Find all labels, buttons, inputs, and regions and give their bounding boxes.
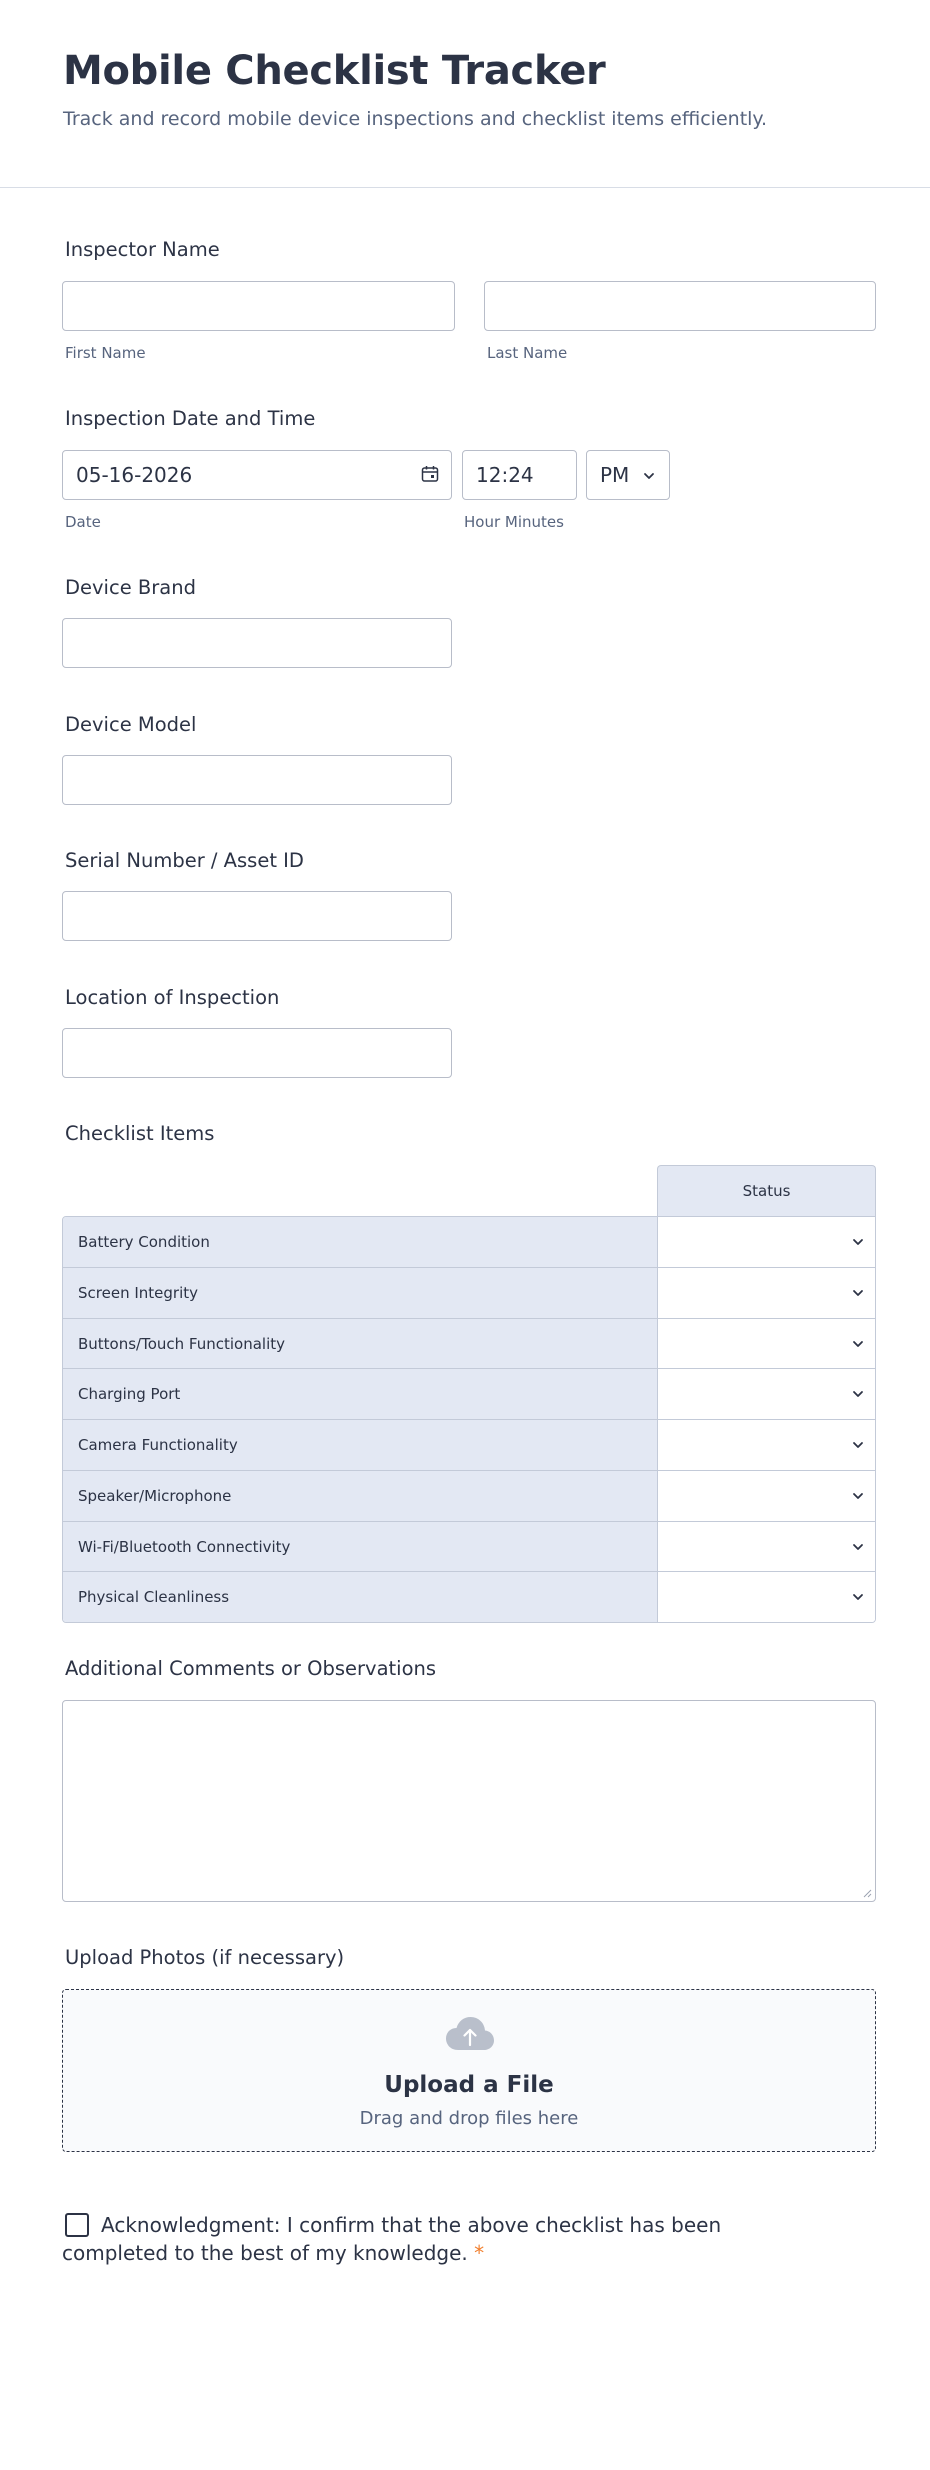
required-marker: * [474,2241,485,2265]
status-select[interactable] [658,1217,876,1267]
row-label: Battery Condition [78,1233,210,1251]
last-name-sublabel: Last Name [487,344,568,362]
chevron-down-icon [851,1235,865,1249]
chevron-down-icon [642,469,656,483]
table-row [63,1471,875,1522]
date-input[interactable] [62,450,452,500]
calendar-icon[interactable] [421,465,439,483]
device-model-label: Device Model [65,713,197,736]
row-label-cell [63,1572,658,1622]
table-row [63,1522,875,1573]
row-label-cell [63,1471,658,1521]
location-label: Location of Inspection [65,986,280,1009]
chevron-down-icon [851,1286,865,1300]
row-label: Buttons/Touch Functionality [78,1334,286,1353]
acknowledgment-label [62,2211,742,2267]
row-label-cell [63,1217,658,1267]
status-select[interactable] [658,1268,876,1318]
table-row [63,1572,875,1622]
device-model-input[interactable] [62,755,452,805]
first-name-sublabel: First Name [65,344,146,362]
status-column-header: Status [742,1182,791,1200]
time-input[interactable] [462,450,577,500]
row-label: Camera Functionality [78,1436,238,1454]
location-input[interactable] [62,1028,452,1078]
table-row [63,1420,875,1471]
row-label-cell [63,1268,658,1318]
status-select[interactable] [658,1471,876,1521]
status-select[interactable] [658,1319,876,1369]
device-brand-input[interactable] [62,618,452,668]
row-label: Physical Cleanliness [78,1588,230,1607]
chevron-down-icon [851,1337,865,1351]
ampm-value: PM [600,463,630,487]
row-label: Screen Integrity [78,1283,198,1302]
form-header [0,0,930,188]
chevron-down-icon [851,1590,865,1604]
upload-subtitle: Drag and drop files here [359,2108,579,2129]
matrix-body [62,1216,876,1623]
serial-number-label: Serial Number / Asset ID [65,849,304,872]
table-row [63,1268,875,1319]
row-label: Charging Port [78,1385,181,1404]
table-row [63,1369,875,1420]
row-label: Speaker/Microphone [78,1486,232,1505]
status-select[interactable] [658,1420,876,1470]
chevron-down-icon [851,1387,865,1401]
status-select[interactable] [658,1522,876,1572]
row-label-cell [63,1522,658,1572]
serial-number-input[interactable] [62,891,452,941]
file-upload-dropzone[interactable] [62,1989,876,2152]
row-label: Wi-Fi/Bluetooth Connectivity [78,1537,291,1556]
date-value: 05-16-2026 [76,463,193,487]
page-subtitle: Track and record mobile device inspections and checklist items efficiently. [63,108,767,130]
comments-label: Additional Comments or Observations [65,1657,437,1680]
chevron-down-icon [851,1438,865,1452]
chevron-down-icon [851,1540,865,1554]
comments-textarea[interactable] [62,1700,876,1902]
row-label-cell [63,1420,658,1470]
table-row [63,1217,875,1268]
last-name-input[interactable] [484,281,876,331]
resize-handle-icon[interactable] [862,1888,872,1898]
upload-label: Upload Photos (if necessary) [65,1946,345,1969]
first-name-input[interactable] [62,281,455,331]
matrix-column-header [657,1165,876,1216]
row-label-cell [63,1319,658,1369]
table-row [63,1319,875,1370]
acknowledgment-text: Acknowledgment: I confirm that the above checklist has been completed to the best of my knowledge. [62,2213,722,2265]
checklist-label: Checklist Items [65,1122,215,1145]
upload-title: Upload a File [384,2072,554,2098]
time-value: 12:24 [476,463,534,487]
time-sublabel: Hour Minutes [464,513,564,531]
status-select[interactable] [658,1369,876,1419]
row-label-cell [63,1369,658,1419]
status-select[interactable] [658,1572,876,1622]
ampm-select[interactable] [586,450,670,500]
device-brand-label: Device Brand [65,576,196,599]
inspector-name-label: Inspector Name [65,238,220,261]
inspection-datetime-label: Inspection Date and Time [65,407,316,430]
page-title: Mobile Checklist Tracker [63,48,606,94]
cloud-upload-icon [445,2016,495,2052]
date-sublabel: Date [65,513,101,531]
chevron-down-icon [851,1489,865,1503]
